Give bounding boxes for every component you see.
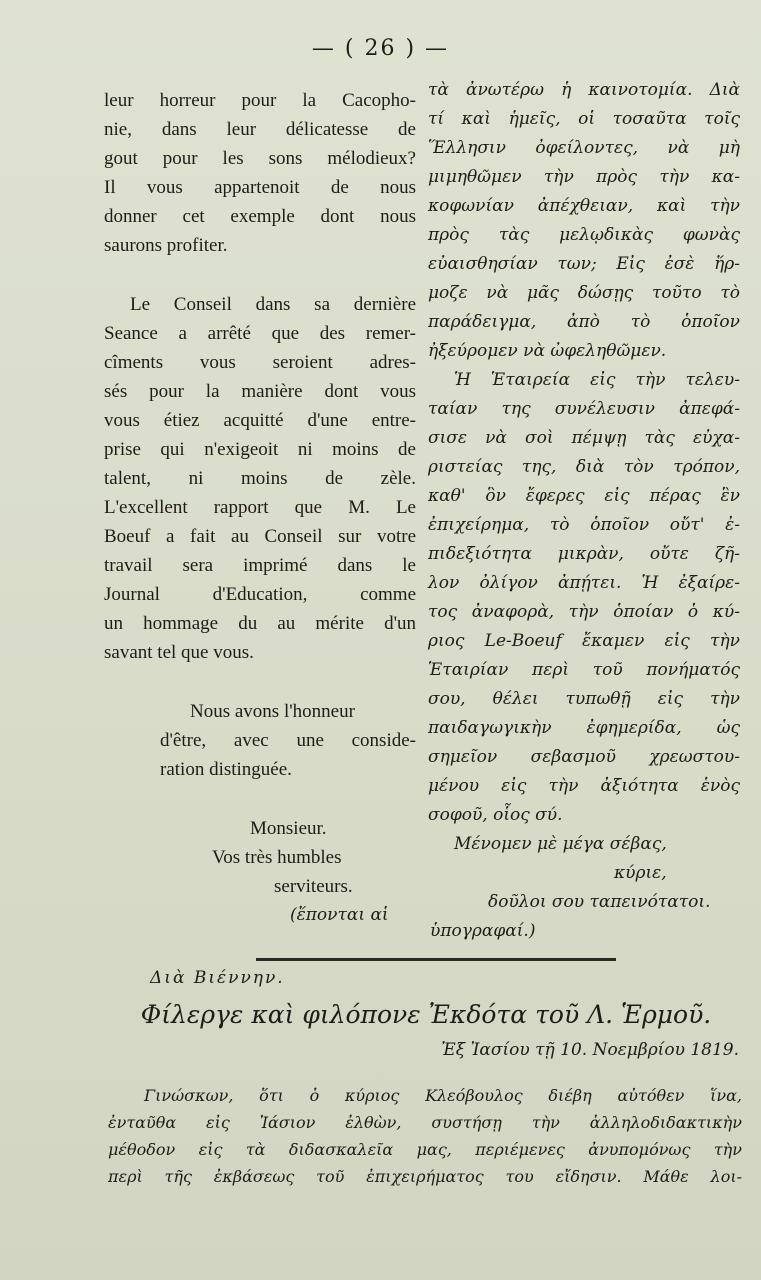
signature-line: serviteurs.	[274, 876, 353, 897]
text-line: ἠξεύρομεν νὰ ὠφεληθῶμεν.	[428, 341, 667, 361]
text-line: τί καὶ ἡμεῖς, οἱ τοσαῦτα τοῖς	[428, 109, 740, 129]
text-line: cîments vous seroient adres-	[104, 352, 416, 373]
letter-headline: Φίλεργε καὶ φιλόπονε Ἐκδότα τοῦ Λ. Ἑρμοῦ.	[140, 1000, 712, 1029]
text-line: μέθοδον εἰς τὰ διδασκαλεῖα μας, περιέμενες ἀνυπομόνως τὴν	[108, 1140, 742, 1159]
text-line: σημεῖον σεβασμοῦ χρεωστου-	[428, 747, 740, 767]
text-line: Boeuf a fait au Conseil sur votre	[104, 526, 416, 547]
text-line: talent, ni moins de zèle.	[104, 468, 416, 489]
text-line: Γινώσκων, ὅτι ὁ κύριος Κλεόβουλος διέβη αὐτόθεν ἵνα,	[144, 1086, 742, 1105]
text-line: μιμηθῶμεν τὴν πρὸς τὴν κα-	[428, 167, 740, 187]
greek-signature: δοῦλοι σου ταπεινότατοι.	[488, 892, 711, 912]
french-column	[104, 86, 416, 930]
follow-note: (ἕπονται αἱ	[290, 905, 389, 925]
text-line: un hommage du au mérite d'un	[104, 613, 416, 634]
text-line: Il vous appartenoit de nous	[104, 177, 416, 198]
salutation: Monsieur.	[250, 818, 327, 839]
text-line: περὶ τῆς ἐκβάσεως τοῦ ἐπιχειρήματος του εἴδησιν. Μάθε λοι-	[108, 1167, 742, 1186]
text-line: donner cet exemple dont nous	[104, 206, 416, 227]
text-line: εὐαισθησίαν των; Εἰς ἐσὲ ἥρ-	[428, 254, 740, 274]
text-line: τὰ ἀνωτέρω ἡ καινοτομία. Διὰ	[428, 80, 740, 100]
signature-line: Vos très humbles	[212, 847, 342, 868]
french-paragraph-1	[104, 86, 416, 260]
greek-paragraph-1	[428, 76, 740, 366]
text-line: μοζε νὰ μᾶς δώσῃς τοῦτο τὸ	[428, 283, 740, 303]
text-line: savant tel que vous.	[104, 642, 254, 663]
text-line: d'être, avec une conside-	[160, 730, 416, 751]
text-line: ριστείας της, διὰ τὸν τρόπον,	[428, 457, 740, 477]
text-line: Ἑταιρίαν περὶ τοῦ πονήματός	[428, 660, 740, 680]
text-line: Seance a arrêté que des remer-	[104, 323, 416, 344]
text-line: ταίαν της συνέλευσιν ἀπεφά-	[428, 399, 740, 419]
text-line: Ἡ Ἑταιρεία εἰς τὴν τελευ-	[454, 370, 740, 390]
greek-salutation: κύριε,	[614, 863, 667, 883]
text-line: μένου εἰς τὴν ἀξιότητα ἑνὸς	[428, 776, 740, 796]
greek-follow-note: ὑπογραφαί.)	[430, 921, 536, 941]
text-line: nie, dans leur délicatesse de	[104, 119, 416, 140]
text-line: Le Conseil dans sa dernière	[130, 294, 416, 315]
text-line: καθ' ὃν ἔφερες εἰς πέρας ἓν	[428, 486, 740, 506]
text-line: τος ἀναφορὰ, τὴν ὁποίαν ὁ κύ-	[428, 602, 740, 622]
text-line: σοφοῦ, οἷος σύ.	[428, 805, 563, 825]
french-closing	[104, 697, 416, 784]
letter-body	[108, 1082, 742, 1190]
greek-closing: Μένομεν μὲ μέγα σέβας,	[454, 834, 667, 854]
text-line: Nous avons l'honneur	[190, 701, 355, 722]
greek-column	[428, 76, 740, 946]
text-line: L'excellent rapport que M. Le	[104, 497, 416, 518]
text-line: saurons profiter.	[104, 235, 228, 256]
text-line: Ἕλλησιν ὀφείλοντες, νὰ μὴ	[428, 138, 740, 158]
letter-dateline: Ἐξ Ἰασίου τῇ 10. Νοεμβρίου 1819.	[441, 1040, 739, 1060]
text-line: travail sera imprimé dans le	[104, 555, 416, 576]
text-line: ριος Le-Boeuf ἔκαμεν εἰς τὴν	[428, 631, 740, 651]
text-line: λον ὀλίγον ἀπῄτει. Ἡ ἐξαίρε-	[428, 573, 740, 593]
text-line: leur horreur pour la Cacopho-	[104, 90, 416, 111]
text-line: παράδειγμα, ἀπὸ τὸ ὁποῖον	[428, 312, 740, 332]
text-line: prise qui n'exigeoit ni moins de	[104, 439, 416, 460]
text-line: ἐνταῦθα εἰς Ἰάσιον ἐλθὼν, συστήσῃ τὴν ἀλληλοδιδακτικὴν	[108, 1113, 742, 1132]
text-line: sés pour la manière dont vous	[104, 381, 416, 402]
greek-paragraph-2	[428, 366, 740, 830]
text-line: vous étiez acquitté d'une entre-	[104, 410, 416, 431]
text-line: σισε νὰ σοὶ πέμψῃ τὰς εὐχα-	[428, 428, 740, 448]
route-note: Διὰ Βιέννην.	[150, 968, 285, 988]
text-line: Journal d'Education, comme	[104, 584, 416, 605]
text-line: σου, θέλει τυπωθῇ εἰς τὴν	[428, 689, 740, 709]
text-line: κοφωνίαν ἀπέχθειαν, καὶ τὴν	[428, 196, 740, 216]
page-number: — ( 26 ) —	[311, 36, 450, 61]
text-line: ration distinguée.	[160, 759, 292, 780]
french-paragraph-2	[104, 290, 416, 667]
text-line: ἐπιχείρημα, τὸ ὁποῖον οὔτ' ἐ-	[428, 515, 740, 535]
text-line: παιδαγωγικὴν ἐφημερίδα, ὡς	[428, 718, 740, 738]
text-line: πρὸς τὰς μελῳδικὰς φωνὰς	[428, 225, 740, 245]
text-line: πιδεξιότητα μικρὰν, οὔτε ζῆ-	[428, 544, 740, 564]
section-divider	[256, 958, 616, 961]
text-line: gout pour les sons mélodieux?	[104, 148, 416, 169]
